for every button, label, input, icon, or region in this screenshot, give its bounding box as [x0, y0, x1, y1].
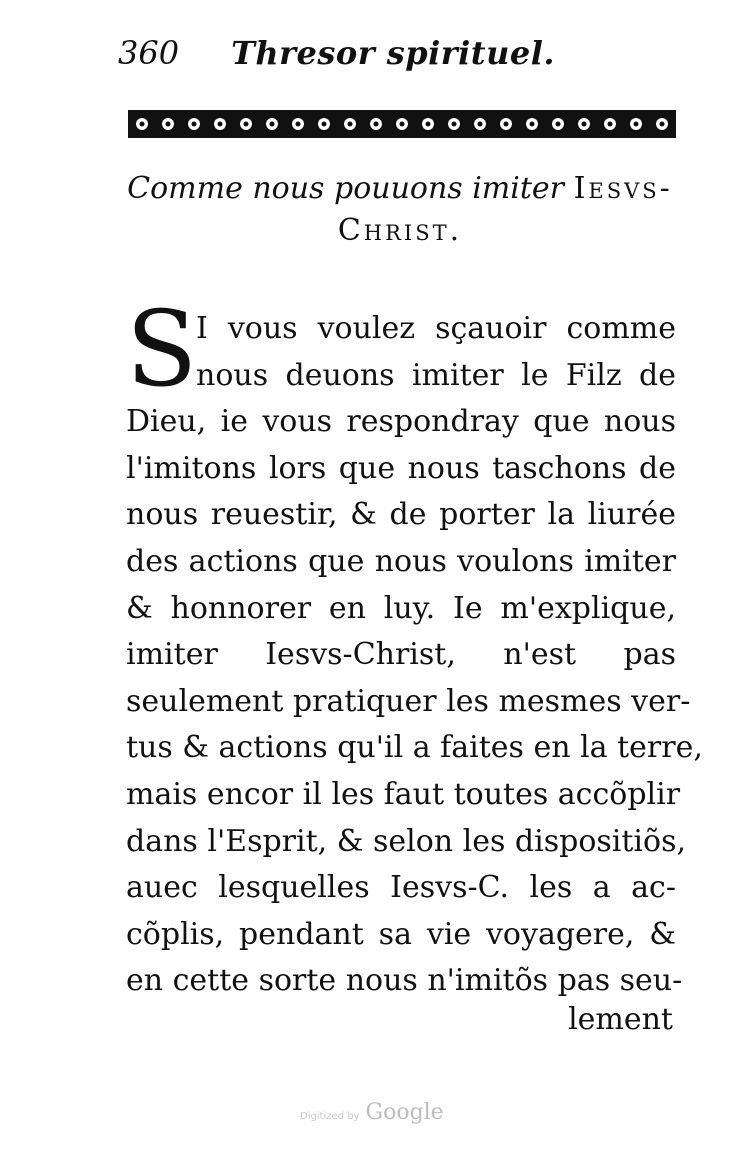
body-text [126, 306, 703, 1005]
text-line: imiter Iesvs-Christ, n'est pas [126, 637, 676, 673]
title-smallcaps-2: Christ. [337, 213, 463, 248]
text-line: I vous voulez sçauoir comme [196, 311, 676, 346]
text-line: l'imitons lors que nous taschons de [126, 450, 676, 486]
text-line: Dieu, ie vous respondray que nous [126, 404, 676, 440]
title-line-1 [120, 168, 680, 210]
drop-cap: S [126, 288, 198, 410]
watermark-brand: Google [365, 1100, 444, 1125]
text-line: dans l'Esprit, & selon les dispositiõs, [126, 823, 687, 859]
page-number: 360 [118, 34, 180, 72]
catchword: lement [568, 1002, 673, 1037]
text-line: cõplis, pendant sa vie voyagere, & [126, 916, 676, 952]
title-italic: Comme nous pouuons imiter [127, 171, 565, 206]
text-line: mais encor il les faut toutes accõplir [126, 776, 681, 812]
text-line: seulement pratiquer les mesmes ver- [126, 683, 691, 719]
watermark-digitized-label: Digitized by [300, 1111, 360, 1122]
text-line: nous reuestir, & de porter la liurée [126, 497, 676, 533]
text-line: en cette sorte nous n'imitõs pas seu- [126, 963, 683, 999]
digitization-watermark [300, 1100, 500, 1140]
text-line: auec lesquelles Iesvs-C. les a ac- [126, 870, 676, 906]
page-header [118, 34, 558, 78]
text-line: nous deuons imiter le Filz de [196, 357, 676, 393]
title-line-2 [120, 210, 680, 252]
title-smallcaps-1: Iesvs- [573, 171, 673, 206]
text-line: & honnorer en luy. Ie m'explique, [126, 590, 676, 626]
chapter-title [120, 168, 680, 252]
running-head: Thresor spirituel. [231, 34, 555, 72]
decorative-band-icon [128, 106, 676, 142]
text-line: des actions que nous voulons imiter [126, 543, 676, 579]
text-line: tus & actions qu'il a faites en la terre, [126, 730, 703, 766]
